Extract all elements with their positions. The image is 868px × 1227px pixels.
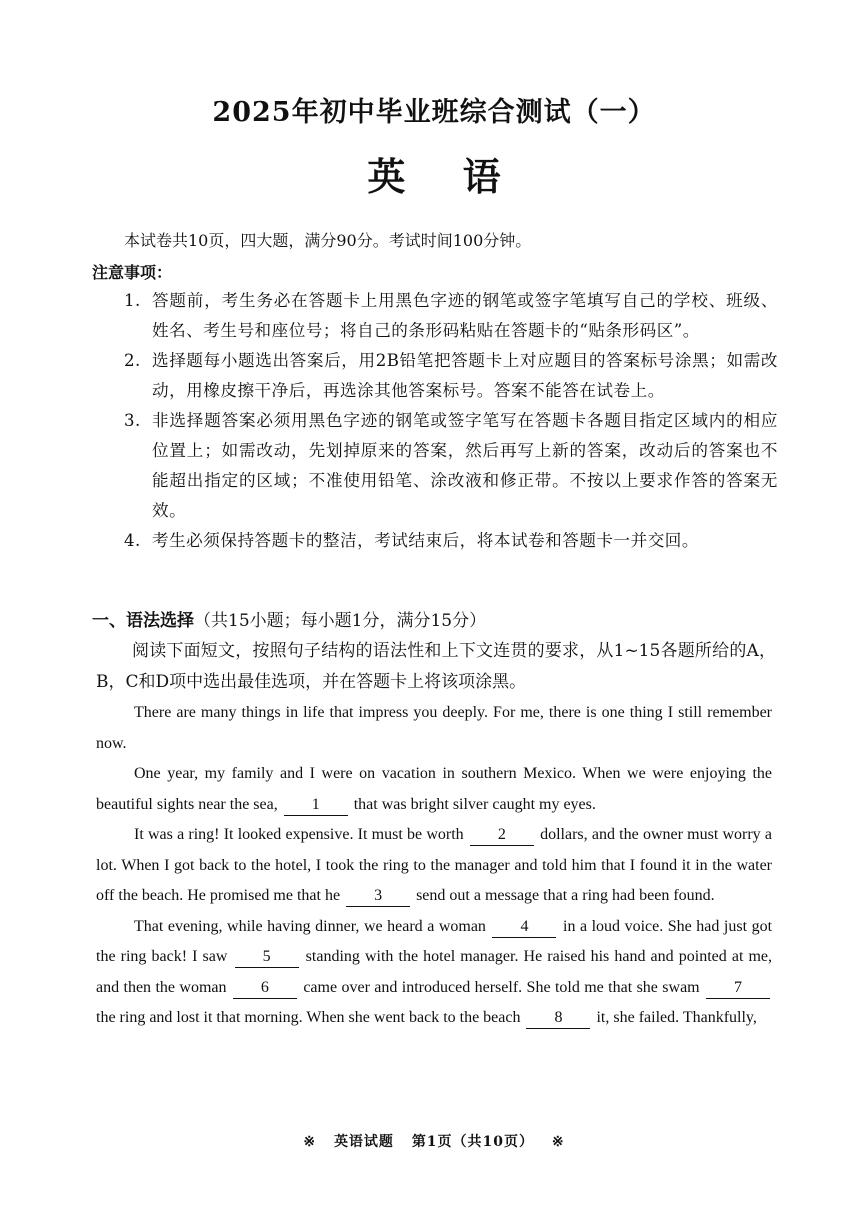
note-text: 答题前，考生务必在答题卡上用黑色字迹的钢笔或签字笔填写自己的学校、班级、姓名、考生号和座位号；将自己的条形码粘贴在答题卡的“贴条形码区”。: [152, 291, 778, 340]
section-instructions: 阅读下面短文，按照句子结构的语法性和上下文连贯的要求，从1~15各题所给的A，B，C和D项中选出最佳选项，并在答题卡上将该项涂黑。: [96, 641, 776, 692]
footer-label: 英语试题: [333, 1134, 394, 1150]
notes-heading: 注意事项：: [92, 263, 173, 282]
passage-text: send out a message that a ring had been found.: [416, 887, 715, 904]
blank-2: 2: [470, 825, 534, 846]
passage-text: standing with the hotel manager. He raised his hand and pointed at me, and then the woman: [96, 948, 773, 996]
subject-title: 英 语: [367, 154, 523, 199]
blank-7: 7: [706, 978, 770, 999]
section-heading: [92, 606, 486, 631]
blank-4: 4: [492, 917, 556, 938]
blank-8: 8: [526, 1008, 590, 1029]
footer-mark-right: ※: [551, 1134, 565, 1150]
notes-list: [124, 286, 778, 556]
passage-text: in a loud voice. She had just got the ring back! I saw: [96, 917, 773, 965]
note-number: 1.: [124, 291, 141, 310]
blank-1: 1: [284, 795, 348, 816]
passage-text: that was bright silver caught my eyes.: [353, 795, 596, 813]
passage-text: dollars, and the owner must worry a lot. When I got back to the hotel, I took the ring to the manager and told him that I found it in the water off the beach. He promised me that he: [96, 826, 773, 904]
blank-3: 3: [346, 886, 410, 907]
passage-paragraph-4: [96, 912, 772, 1034]
note-item-4: [124, 526, 778, 556]
section-title: 一、语法选择: [92, 611, 194, 631]
passage-paragraph-1: [96, 698, 772, 759]
footer-mark-left: ※: [303, 1134, 317, 1150]
passage-text: It was a ring! It looked expensive. It must be worth: [134, 826, 464, 843]
note-number: 3.: [124, 411, 141, 430]
note-number: 4.: [124, 531, 141, 550]
section-info: （共15小题；每小题1分，满分15分）: [194, 611, 487, 631]
note-item-3: [124, 406, 778, 526]
note-text: 选择题每小题选出答案后，用2B铅笔把答题卡上对应题目的答案标号涂黑；如需改动，用橡皮擦干净后，再选涂其他答案标号。答案不能答在试卷上。: [152, 351, 778, 400]
blank-6: 6: [233, 978, 297, 999]
reading-passage: [96, 698, 772, 1034]
note-item-1: [124, 286, 778, 346]
note-number: 2.: [124, 351, 141, 370]
exam-intro: 本试卷共10页，四大题，满分90分。考试时间100分钟。: [124, 231, 532, 250]
passage-text: One year, my family and I were on vacation in southern Mexico. When we were enjoying the beautiful sights near the sea,: [96, 765, 772, 813]
blank-5: 5: [235, 947, 299, 968]
passage-text: came over and introduced herself. She told me that she swam: [303, 978, 700, 996]
passage-paragraph-2: [96, 759, 772, 820]
passage-text: There are many things in life that impress you deeply. For me, there is one thing I still remember now.: [96, 704, 772, 752]
footer-page-number: 第1页（共10页）: [411, 1134, 535, 1150]
passage-text: it, she failed. Thankfully,: [596, 1009, 757, 1026]
note-text: 考生必须保持答题卡的整洁，考试结束后，将本试卷和答题卡一并交回。: [152, 531, 699, 550]
exam-title: 2025年初中毕业班综合测试（一）: [212, 97, 656, 128]
passage-paragraph-3: [96, 820, 772, 912]
passage-text: the ring and lost it that morning. When she went back to the beach: [96, 1009, 521, 1026]
passage-text: That evening, while having dinner, we heard a woman: [134, 917, 486, 935]
note-text: 非选择题答案必须用黑色字迹的钢笔或签字笔写在答题卡各题目指定区域内的相应位置上；如需改动，先划掉原来的答案，然后再写上新的答案，改动后的答案也不能超出指定的区域；不准使用铅笔、涂改液和修正带。不按以上要求作答的答案无效。: [152, 411, 778, 520]
note-item-2: [124, 346, 778, 406]
page-footer: [0, 1131, 868, 1151]
